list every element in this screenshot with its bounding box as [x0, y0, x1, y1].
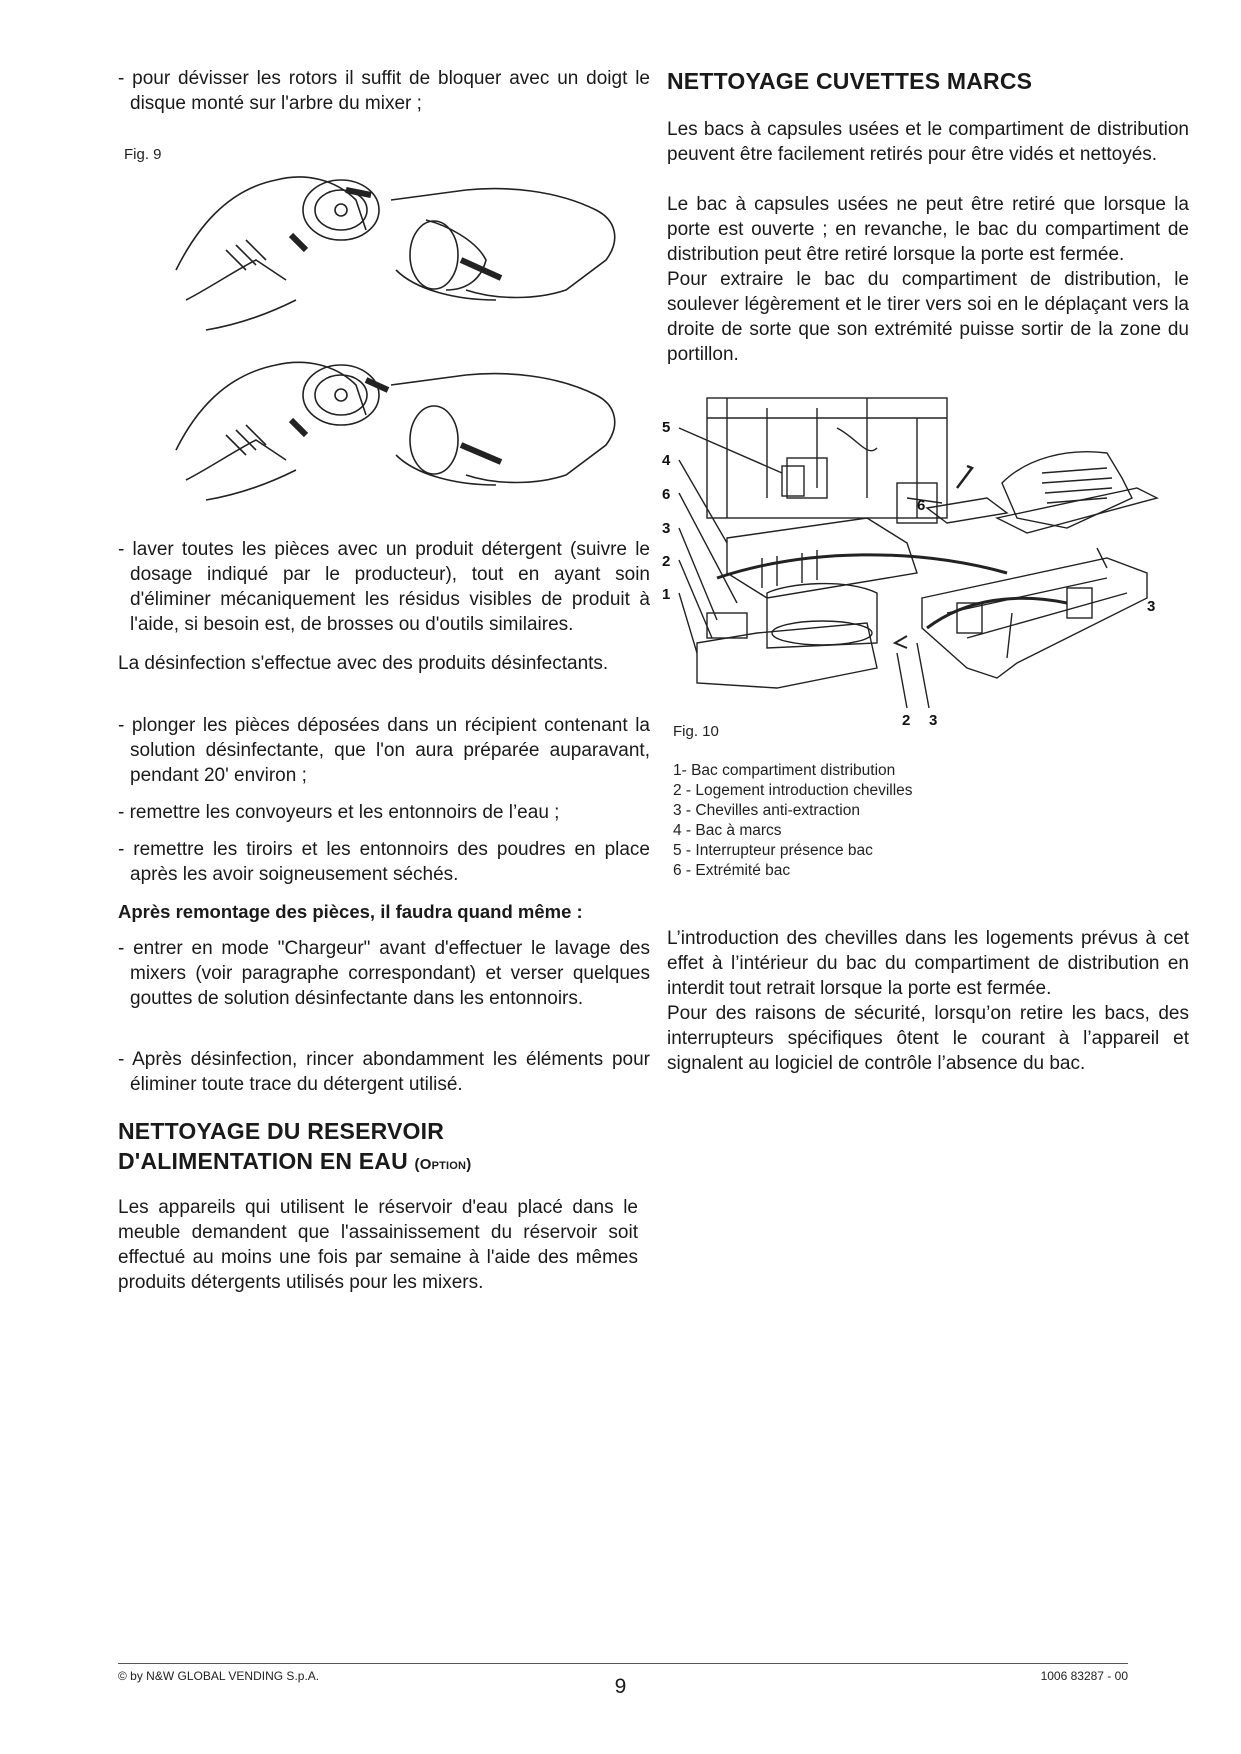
paragraph-wash-parts: - laver toutes les pièces avec un produit détergent (suivre le dosage indiqué par le producteur), tout en ayant soin d'éliminer mécaniquement les résidus visibles de produit à l'aide, si besoin est, de brosses ou d'outils similaires.: [118, 539, 650, 635]
paragraph-door-open: Le bac à capsules usées ne peut être retiré que lorsque la porte est ouverte ; en revanche, le bac du compartiment de distribution peut être retiré lorsque la porte est fermée.: [667, 194, 1189, 265]
legend-item: 4 - Bac à marcs: [673, 822, 782, 839]
legend-item: 5 - Interrupteur présence bac: [673, 842, 873, 859]
fig10-callout-6b: 6: [917, 497, 926, 514]
heading-grounds-tray-cleaning: NETTOYAGE CUVETTES MARCS: [667, 68, 1033, 94]
page-number: 9: [614, 1675, 627, 1698]
paragraph-reservoir-sanitize: Les appareils qui utilisent le réservoir d'eau placé dans le meuble demandent que l'assainissement du réservoir soit effectué au moins une fois par semaine à l'aide des mêmes produits détergents utilisés pour les mixers.: [118, 1197, 638, 1293]
fig10-label: Fig. 10: [673, 723, 719, 740]
heading-water-reservoir: [118, 1116, 638, 1180]
fig10-callout-4: 4: [662, 452, 671, 469]
fig10-callout-3b: 3: [1147, 598, 1156, 615]
paragraph-replace-drawers: - remettre les tiroirs et les entonnoirs des poudres en place après les avoir soigneusement séchés.: [118, 839, 650, 885]
paragraph-after-reassembly: Après remontage des pièces, il faudra quand même :: [118, 901, 583, 922]
fig10-callout-2b: 2: [902, 712, 911, 729]
paragraph-immerse-parts: - plonger les pièces déposées dans un récipient contenant la solution désinfectante, que l'on aura préparée auparavant, pendant 20' environ ;: [118, 715, 650, 786]
heading-water-reservoir-line1: NETTOYAGE DU RESERVOIR: [118, 1118, 445, 1144]
paragraph-pins-introduction: L’introduction des chevilles dans les logements prévus à cet effet à l’intérieur du bac du compartiment de distribution en interdit tout retrait lorsque la porte est fermée.: [667, 928, 1189, 999]
paragraph-replace-conveyors: - remettre les convoyeurs et les entonnoirs de l’eau ;: [118, 802, 560, 823]
fig10-callout-5: 5: [662, 419, 671, 436]
paragraph-extract-tray: Pour extraire le bac du compartiment de distribution, le soulever légèrement et le tirer vers soi en le déplaçant vers la droite de sorte que son extrémité puisse sortir de la zone du portillon.: [667, 269, 1189, 365]
footer-divider: [118, 1663, 1128, 1664]
fig10-callout-3c: 3: [929, 712, 938, 729]
fig10-callout-2: 2: [662, 553, 671, 570]
legend-item: 2 - Logement introduction chevilles: [673, 782, 913, 799]
paragraph-safety-switches: Pour des raisons de sécurité, lorsqu’on retire les bacs, des interrupteurs spécifiques ôtent le courant à l’appareil et signalent au logiciel de contrôle l’absence du bac.: [667, 1003, 1189, 1074]
heading-water-reservoir-line2: D'ALIMENTATION EN EAU: [118, 1148, 408, 1174]
fig10-callout-1: 1: [662, 586, 671, 603]
footer-copyright: © by N&W GLOBAL VENDING S.p.A.: [118, 1669, 320, 1683]
paragraph-trays-removable: Les bacs à capsules usées et le compartiment de distribution peuvent être facilement retirés pour être vidés et nettoyés.: [667, 119, 1189, 165]
fig9-illustration: [166, 150, 636, 505]
footer-doc-code: 1006 83287 - 00: [1040, 1669, 1128, 1683]
paragraph-disinfection: La désinfection s'effectue avec des produits désinfectants.: [118, 653, 609, 674]
fig9-label: Fig. 9: [124, 146, 162, 163]
fig10-callout-3: 3: [662, 520, 671, 537]
paragraph-loader-mode: - entrer en mode "Chargeur" avant d'effectuer le lavage des mixers (voir paragraphe correspondant) et verser quelques gouttes de solution désinfectante dans les entonnoirs.: [118, 938, 650, 1009]
legend-item: 1- Bac compartiment distribution: [673, 762, 896, 779]
legend-item: 3 - Chevilles anti-extraction: [673, 802, 860, 819]
paragraph-rinse: - Après désinfection, rincer abondamment les éléments pour éliminer toute trace du détergent utilisé.: [118, 1049, 650, 1095]
fig10-legend: [673, 761, 913, 881]
fig10-callout-6: 6: [662, 486, 671, 503]
legend-item: 6 - Extrémité bac: [673, 862, 791, 879]
paragraph-unscrew-rotors: - pour dévisser les rotors il suffit de bloquer avec un doigt le disque monté sur l'arbre du mixer ;: [118, 68, 650, 114]
fig10-illustration: [662, 398, 1191, 750]
heading-option: (Option): [414, 1156, 472, 1173]
